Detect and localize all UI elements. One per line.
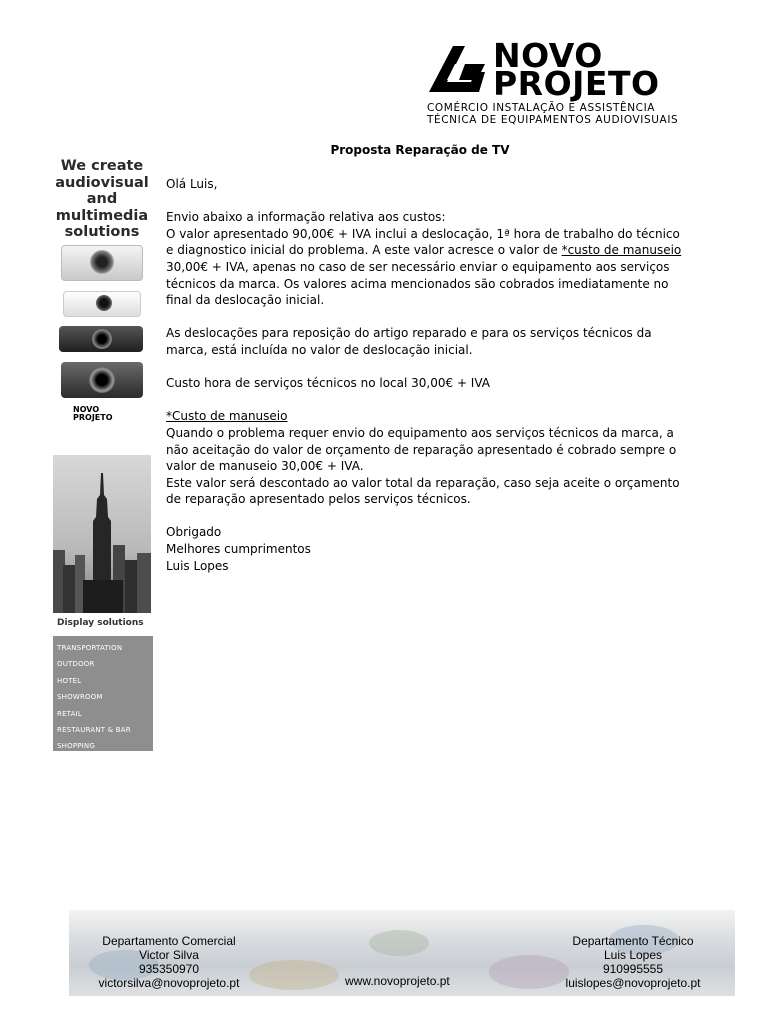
footer-commercial-name: Victor Silva <box>139 948 199 962</box>
greeting: Olá Luis, <box>166 177 218 191</box>
footer-technical-name: Luis Lopes <box>603 948 663 962</box>
sector-item: HOTEL <box>57 676 82 685</box>
cost-paragraph-part1: O valor apresentado 90,00€ + IVA inclui a deslocação, 1ª hora de trabalho do técnico e diagnostico inicial do problema. A este valor acresce o valor de <box>166 226 680 258</box>
sector-item: OUTDOOR <box>57 660 95 669</box>
footer-technical-phone: 910995555 <box>602 962 664 976</box>
sidebar-small-logo <box>73 406 113 422</box>
letter-footer <box>69 910 735 996</box>
footer-commercial-phone: 935350970 <box>138 962 200 976</box>
logo-tagline-2: TÉCNICA DE EQUIPAMENTOS AUDIOVISUAIS <box>427 114 679 126</box>
footer-technical-dept: Departamento Técnico <box>572 934 694 948</box>
projector-image-1 <box>61 245 143 281</box>
sectors-list <box>53 636 153 755</box>
custo-manuseio-link: *custo de manuseio <box>561 243 682 258</box>
promo-line-2: audiovisual <box>55 174 149 191</box>
document-title: Proposta Reparação de TV <box>330 143 510 157</box>
travel-paragraph: As deslocações para reposição do artigo reparado e para os serviços técnicos da marca, está incluída no valor de deslocação inicial. <box>166 326 652 357</box>
promo-line-5: solutions <box>64 224 140 240</box>
small-logo-word1: NOVO <box>73 405 100 414</box>
closing-thanks: Obrigado <box>166 525 222 540</box>
promo-title <box>53 158 151 241</box>
note-paragraph-2: Este valor será descontado ao valor total da reparação, caso seja aceite o orçamento de reparação apresentado pelos serviços técnicos. <box>166 475 680 507</box>
cost-paragraph-part2: 30,00€ + IVA, apenas no caso de ser necessário enviar o equipamento aos serviços técnicos da marca. Os valores acima mencionados são cobrados imediatamente no final da deslocação inicial. <box>166 259 670 308</box>
logo-word-projeto: PROJETO <box>493 64 660 103</box>
promo-line-1: We create <box>60 158 144 174</box>
skyline-illustration <box>53 455 151 613</box>
promo-line-3: and <box>86 191 118 207</box>
sector-item: SHOWROOM <box>57 693 103 702</box>
novo-projeto-logo-icon <box>425 42 489 98</box>
footer-technical-contact <box>553 934 713 990</box>
small-logo-word2: PROJETO <box>73 413 113 422</box>
sector-item: SHOPPING <box>57 742 95 751</box>
sidebar-sectors-panel <box>53 636 153 751</box>
logo-word-novo: NOVO <box>493 36 603 75</box>
closing-regards: Melhores cumprimentos <box>166 542 311 557</box>
footer-commercial-contact <box>79 934 259 990</box>
hourly-cost-line: Custo hora de serviços técnicos no local 30,00€ + IVA <box>166 376 490 391</box>
note-heading: *Custo de manuseio <box>166 409 288 424</box>
signature: Luis Lopes <box>166 558 229 573</box>
projector-image-4 <box>61 362 143 398</box>
letter-body <box>166 176 686 574</box>
sidebar-skyline-image <box>53 455 151 613</box>
sector-item: TRANSPORTATION <box>57 644 123 652</box>
projector-image-3 <box>59 326 143 352</box>
promo-line-4: multimedia <box>55 207 149 224</box>
cost-paragraph <box>166 226 686 309</box>
sidebar-promo-projectors <box>53 148 151 424</box>
intro-line: Envio abaixo a informação relativa aos custos: <box>166 210 446 225</box>
display-solutions-caption: Display solutions <box>57 618 144 628</box>
footer-website-link[interactable]: www.novoprojeto.pt <box>345 974 450 988</box>
sector-item: RESTAURANT & BAR <box>57 726 131 735</box>
projector-image-2 <box>63 291 141 317</box>
footer-commercial-email[interactable]: victorsilva@novoprojeto.pt <box>98 976 240 990</box>
note-paragraph-1: Quando o problema requer envio do equipamento aos serviços técnicos da marca, a não aceitação do valor de orçamento de reparação apresentado é cobrado sempre o valor de manuseio 30,00€ + IVA. <box>166 425 677 474</box>
footer-technical-email[interactable]: luislopes@novoprojeto.pt <box>565 976 701 990</box>
company-logo <box>425 36 690 130</box>
sector-item: RETAIL <box>57 709 82 718</box>
footer-commercial-dept: Departamento Comercial <box>102 934 236 948</box>
logo-tagline-1: COMÉRCIO INSTALAÇÃO E ASSISTÊNCIA <box>427 102 656 114</box>
